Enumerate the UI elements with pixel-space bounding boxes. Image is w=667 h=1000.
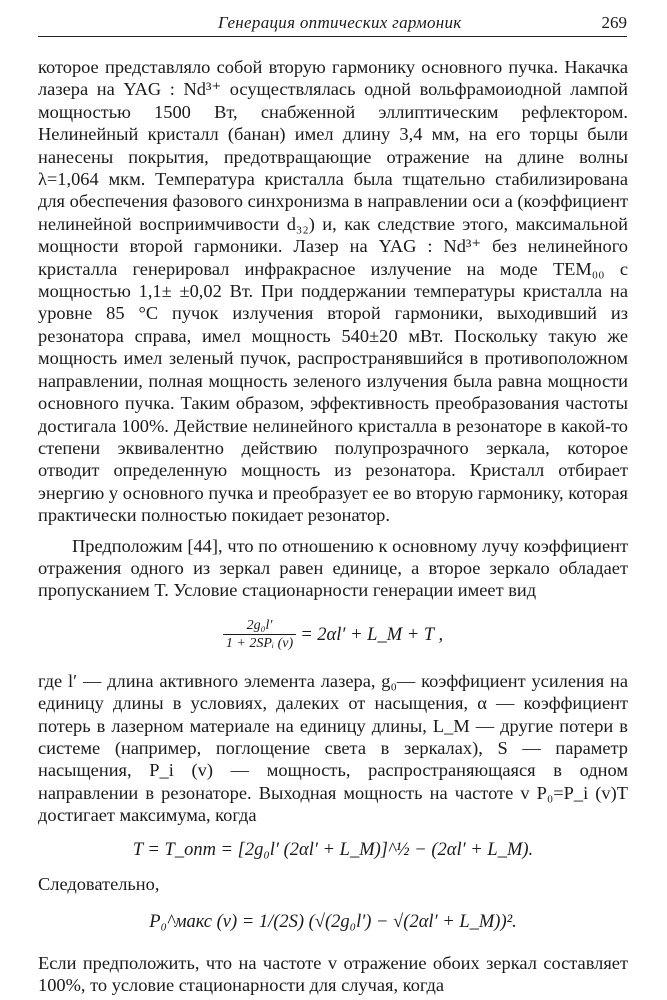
equation-rhs: = 2αl′ + L_M + T , — [300, 624, 444, 645]
equation-fraction — [223, 618, 296, 652]
paragraph-continuation: Если предположить, что на частоте v отражение обоих зеркал составляет 100%, то условие стационарности для случая, когда — [38, 952, 628, 996]
running-header — [38, 10, 627, 37]
paragraph-experiment: которое представляло собой вторую гармонику основного пучка. Накачка лазера на YAG : Nd³⁺ осуществлялась одной вольфрамоиодной лампой мощностью 1500 Вт, снабженной эллиптическим рефлектором. Нелинейный кристалл (банан) имел длину 3,4 мм, на его торцы были нанесены покрытия, предотвращающие отражение на длине волны λ=1,064 мкм. Температура кристалла была тщательно стабилизирована для обеспечения фазового синхронизма в направлении оси a (коэффициент нелинейной восприимчивости d₃₂) и, как следствие этого, максимальной мощности второй гармоники. Лазер на YAG : Nd³⁺ без нелинейного кристалла генерировал инфракрасное излучение на моде TEM₀₀ с мощностью 1,1± ±0,02 Вт. При поддержании температуры кристалла на уровне 85 °C пучок излучения второй гармоники, выходивший из резонатора справа, имел мощность 540±20 мВт. Поскольку такую же мощность имел зеленый пучок, распространявшийся в противоположном направлении, полная мощность зеленого излучения была равна мощности основного пучка. Таким образом, эффективность преобразования частоты достигала 100%. Действие нелинейного кристалла в резонаторе в какой-то степени эквивалентно действию полупрозрачного зеркала, которое отводит определенную мощность из резонатора. Кристалл отбирает энергию у основного пучка и преобразует ее во вторую гармонику, которая практически полностью покидает резонатор. — [38, 57, 628, 526]
paragraph-consequently: Следовательно, — [38, 874, 160, 894]
running-title: Генерация оптических гармоник — [218, 13, 462, 32]
equation-max-power: P₀^макс (v) = 1/(2S) (√(2g₀l′) − √(2αl′ + L_M))². — [149, 912, 517, 933]
equation-optimal-transmission: T = T_опт = [2g₀l′ (2αl′ + L_M)]^½ − (2αl′ + L_M). — [132, 839, 534, 860]
equation-stationarity — [38, 610, 628, 660]
fraction-denominator: 1 + 2SPᵢ (v) — [223, 634, 296, 652]
page-number: 269 — [601, 13, 627, 32]
paragraph-assumption: Предположим [44], что по отношению к основному лучу коэффициент отражения одного из зеркал равен единице, а второе зеркало обладает пропусканием T. Условие стационарности генерации имеет вид — [38, 535, 628, 601]
fraction-numerator: 2g₀l′ — [246, 617, 273, 633]
page-body — [38, 56, 628, 997]
paragraph-definitions: где l′ — длина активного элемента лазера, g₀— коэффициент усиления на единицу длины в условиях, далеких от насыщения, α — коэффициент потерь в лазерном материале на единицу длины, L_M — другие потери в системе (например, поглощение света в зеркалах), S — параметр насыщения, P_i (v) — мощность, распространяющаяся в одном направлении в резонаторе. Выходная мощность на частоте v P₀=P_i (v)T достигает максимума, когда — [38, 670, 628, 826]
